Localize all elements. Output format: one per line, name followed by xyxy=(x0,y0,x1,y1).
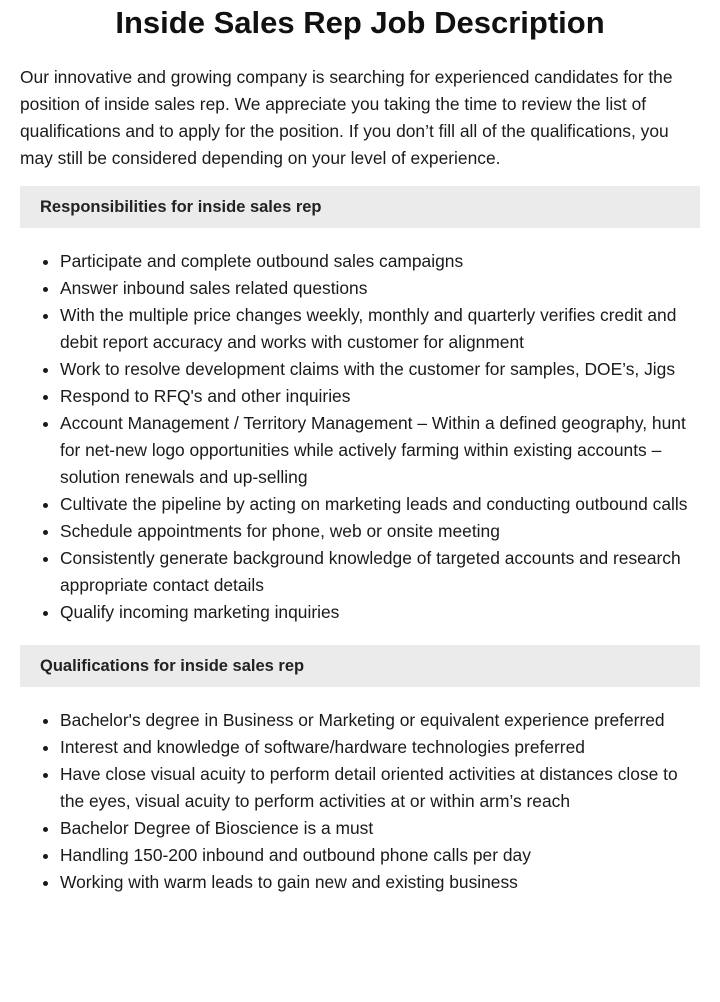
list-item: • Work to resolve development claims with the customer for samples, DOE’s, Jigs xyxy=(60,356,700,383)
list-item: • Participate and complete outbound sales campaigns xyxy=(60,248,700,275)
list-item: • Cultivate the pipeline by acting on marketing leads and conducting outbound calls xyxy=(60,491,700,518)
responsibilities-heading: Responsibilities for inside sales rep xyxy=(20,186,700,228)
responsibilities-list xyxy=(20,248,700,626)
list-item: • Working with warm leads to gain new and existing business xyxy=(60,869,700,896)
list-item: • Bachelor's degree in Business or Marketing or equivalent experience preferred xyxy=(60,707,700,734)
list-item: • Interest and knowledge of software/hardware technologies preferred xyxy=(60,734,700,761)
list-item: • Account Management / Territory Management – Within a defined geography, hunt for net-new logo opportunities while actively farming within existing accounts – solution renewals and up-selling xyxy=(60,410,700,491)
qualifications-list xyxy=(20,707,700,896)
list-item: • Qualify incoming marketing inquiries xyxy=(60,599,700,626)
list-item: • Handling 150-200 inbound and outbound phone calls per day xyxy=(60,842,700,869)
list-item: • Have close visual acuity to perform detail oriented activities at distances close to the eyes, visual acuity to perform activities at or within arm’s reach xyxy=(60,761,700,815)
list-item: • Answer inbound sales related questions xyxy=(60,275,700,302)
list-item: • Consistently generate background knowledge of targeted accounts and research appropriate contact details xyxy=(60,545,700,599)
qualifications-heading: Qualifications for inside sales rep xyxy=(20,645,700,687)
list-item: • Schedule appointments for phone, web or onsite meeting xyxy=(60,518,700,545)
list-item: • With the multiple price changes weekly, monthly and quarterly verifies credit and debit report accuracy and works with customer for alignment xyxy=(60,302,700,356)
intro-paragraph: Our innovative and growing company is searching for experienced candidates for the position of inside sales rep. We appreciate you taking the time to review the list of qualifications and to apply for the position. If you don’t fill all of the qualifications, you may still be considered depending on your level of experience. xyxy=(20,67,673,168)
list-item: • Bachelor Degree of Bioscience is a must xyxy=(60,815,700,842)
list-item: • Respond to RFQ's and other inquiries xyxy=(60,383,700,410)
page-title: Inside Sales Rep Job Description xyxy=(115,5,605,40)
